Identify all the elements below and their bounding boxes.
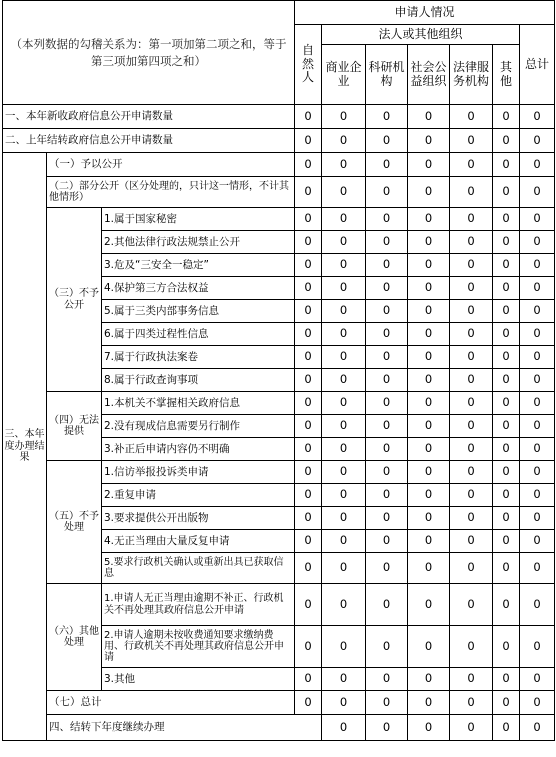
item-label: 2.没有现成信息需要另行制作 <box>102 415 295 438</box>
value-cell: 0 <box>450 626 493 668</box>
item-label: 4.保护第三方合法权益 <box>102 277 295 300</box>
value-cell: 0 <box>493 553 520 584</box>
group-label: （一）予以公开 <box>47 153 295 177</box>
value-cell: 0 <box>408 129 450 153</box>
value-cell: 0 <box>322 484 366 507</box>
value-cell: 0 <box>520 231 555 254</box>
value-cell: 0 <box>295 153 322 177</box>
value-cell: 0 <box>366 153 408 177</box>
value-cell: 0 <box>295 129 322 153</box>
value-cell: 0 <box>295 231 322 254</box>
disclosure-statistics-table <box>2 0 555 741</box>
value-cell: 0 <box>450 231 493 254</box>
value-cell: 0 <box>408 438 450 461</box>
value-cell: 0 <box>493 668 520 691</box>
value-cell: 0 <box>322 392 366 415</box>
value-cell: 0 <box>366 323 408 346</box>
value-cell: 0 <box>493 626 520 668</box>
value-cell: 0 <box>408 461 450 484</box>
header-other: 其他 <box>493 45 520 105</box>
value-cell: 0 <box>322 153 366 177</box>
value-cell: 0 <box>450 553 493 584</box>
table-row <box>3 129 555 153</box>
value-cell: 0 <box>408 584 450 626</box>
value-cell: 0 <box>493 105 520 129</box>
value-cell: 0 <box>408 153 450 177</box>
value-cell: 0 <box>408 208 450 231</box>
value-cell: 0 <box>520 254 555 277</box>
value-cell: 0 <box>295 484 322 507</box>
value-cell: 0 <box>408 369 450 392</box>
value-cell: 0 <box>322 715 366 741</box>
group-label: （四）无法提供 <box>47 392 102 461</box>
row-label: 二、上年结转政府信息公开申请数量 <box>3 129 295 153</box>
group-label: （七）总计 <box>47 691 295 715</box>
value-cell: 0 <box>366 626 408 668</box>
value-cell: 0 <box>450 461 493 484</box>
item-label: 1.申请人无正当理由逾期不补正、行政机关不再处理其政府信息公开申请 <box>102 584 295 626</box>
value-cell: 0 <box>366 553 408 584</box>
value-cell: 0 <box>408 484 450 507</box>
value-cell: 0 <box>322 254 366 277</box>
value-cell: 0 <box>520 507 555 530</box>
value-cell: 0 <box>450 507 493 530</box>
item-label: 5.属于三类内部事务信息 <box>102 300 295 323</box>
value-cell: 0 <box>295 530 322 553</box>
item-label: 4.无正当理由大量反复申请 <box>102 530 295 553</box>
item-label: 1.本机关不掌握相关政府信息 <box>102 392 295 415</box>
value-cell: 0 <box>450 346 493 369</box>
value-cell: 0 <box>408 507 450 530</box>
value-cell: 0 <box>366 105 408 129</box>
header-research: 科研机构 <box>366 45 408 105</box>
value-cell: 0 <box>493 231 520 254</box>
value-cell: 0 <box>520 584 555 626</box>
value-cell: 0 <box>322 231 366 254</box>
value-cell: 0 <box>295 277 322 300</box>
value-cell: 0 <box>366 300 408 323</box>
value-cell: 0 <box>493 415 520 438</box>
value-cell: 0 <box>408 231 450 254</box>
table-row <box>3 691 555 715</box>
value-cell: 0 <box>450 484 493 507</box>
value-cell: 0 <box>520 415 555 438</box>
item-label: 2.重复申请 <box>102 484 295 507</box>
value-cell: 0 <box>366 715 408 741</box>
item-label: 3.要求提供公开出版物 <box>102 507 295 530</box>
value-cell: 0 <box>366 530 408 553</box>
value-cell: 0 <box>408 346 450 369</box>
value-cell: 0 <box>322 277 366 300</box>
header-natural-person: 自然人 <box>295 25 322 105</box>
value-cell: 0 <box>408 254 450 277</box>
value-cell: 0 <box>493 715 520 741</box>
value-cell: 0 <box>295 415 322 438</box>
row-label: 一、本年新收政府信息公开申请数量 <box>3 105 295 129</box>
value-cell: 0 <box>450 254 493 277</box>
value-cell: 0 <box>322 208 366 231</box>
value-cell: 0 <box>493 177 520 208</box>
value-cell: 0 <box>520 461 555 484</box>
value-cell: 0 <box>322 346 366 369</box>
value-cell: 0 <box>408 277 450 300</box>
value-cell: 0 <box>450 668 493 691</box>
value-cell: 0 <box>295 691 322 715</box>
value-cell: 0 <box>295 369 322 392</box>
value-cell: 0 <box>366 177 408 208</box>
table-row <box>3 153 555 177</box>
value-cell: 0 <box>322 553 366 584</box>
value-cell: 0 <box>322 507 366 530</box>
value-cell: 0 <box>295 668 322 691</box>
value-cell: 0 <box>520 105 555 129</box>
value-cell: 0 <box>450 208 493 231</box>
table-row <box>3 584 555 626</box>
value-cell: 0 <box>520 392 555 415</box>
header-note: （本列数据的勾稽关系为：第一项加第二项之和，等于第三项加第四项之和） <box>3 1 295 105</box>
value-cell: 0 <box>295 323 322 346</box>
header-social: 社会公益组织 <box>408 45 450 105</box>
value-cell: 0 <box>520 668 555 691</box>
value-cell: 0 <box>295 507 322 530</box>
value-cell: 0 <box>322 438 366 461</box>
value-cell: 0 <box>295 584 322 626</box>
section-3-label: 三、本年度办理结果 <box>3 153 47 741</box>
table-row <box>3 208 555 231</box>
value-cell: 0 <box>493 300 520 323</box>
item-label: 1.属于国家秘密 <box>102 208 295 231</box>
value-cell: 0 <box>450 129 493 153</box>
value-cell: 0 <box>366 208 408 231</box>
value-cell: 0 <box>520 369 555 392</box>
value-cell: 0 <box>366 392 408 415</box>
value-cell: 0 <box>450 153 493 177</box>
item-label: 2.申请人逾期未按收费通知要求缴纳费用、行政机关不再处理其政府信息公开申请 <box>102 626 295 668</box>
value-cell: 0 <box>408 715 450 741</box>
value-cell: 0 <box>450 392 493 415</box>
value-cell: 0 <box>295 461 322 484</box>
value-cell: 0 <box>366 584 408 626</box>
value-cell: 0 <box>520 300 555 323</box>
value-cell: 0 <box>322 105 366 129</box>
value-cell: 0 <box>493 254 520 277</box>
item-label: 5.要求行政机关确认或重新出具已获取信息 <box>102 553 295 584</box>
value-cell: 0 <box>366 369 408 392</box>
value-cell: 0 <box>295 300 322 323</box>
value-cell: 0 <box>450 438 493 461</box>
value-cell: 0 <box>408 626 450 668</box>
value-cell: 0 <box>295 208 322 231</box>
value-cell: 0 <box>493 507 520 530</box>
value-cell: 0 <box>366 438 408 461</box>
value-cell: 0 <box>493 392 520 415</box>
item-label: 1.信访举报投诉类申请 <box>102 461 295 484</box>
value-cell: 0 <box>493 461 520 484</box>
table-row <box>3 105 555 129</box>
value-cell: 0 <box>520 208 555 231</box>
item-label: 7.属于行政执法案卷 <box>102 346 295 369</box>
group-label: （六）其他处理 <box>47 584 102 691</box>
value-cell: 0 <box>520 438 555 461</box>
value-cell: 0 <box>366 415 408 438</box>
value-cell: 0 <box>295 392 322 415</box>
group-label: （五）不予处理 <box>47 461 102 584</box>
value-cell: 0 <box>322 691 366 715</box>
value-cell: 0 <box>295 254 322 277</box>
value-cell: 0 <box>493 584 520 626</box>
group-label: （二）部分公开（区分处理的，只计这一情形，不计其他情形） <box>47 177 295 208</box>
value-cell: 0 <box>295 626 322 668</box>
value-cell: 0 <box>520 715 555 741</box>
value-cell: 0 <box>366 254 408 277</box>
value-cell: 0 <box>450 369 493 392</box>
item-label: 8.属于行政查询事项 <box>102 369 295 392</box>
table-row <box>3 461 555 484</box>
value-cell: 0 <box>322 129 366 153</box>
value-cell: 0 <box>450 177 493 208</box>
value-cell: 0 <box>493 323 520 346</box>
value-cell: 0 <box>493 691 520 715</box>
value-cell: 0 <box>450 300 493 323</box>
value-cell: 0 <box>493 530 520 553</box>
header-commercial: 商业企业 <box>322 45 366 105</box>
value-cell: 0 <box>408 668 450 691</box>
value-cell: 0 <box>366 461 408 484</box>
group-label: （三）不予公开 <box>47 208 102 392</box>
value-cell: 0 <box>493 438 520 461</box>
value-cell: 0 <box>366 668 408 691</box>
value-cell: 0 <box>450 323 493 346</box>
table-row <box>3 177 555 208</box>
value-cell: 0 <box>493 208 520 231</box>
value-cell: 0 <box>295 346 322 369</box>
value-cell: 0 <box>450 691 493 715</box>
value-cell: 0 <box>408 323 450 346</box>
item-label: 2.其他法律行政法规禁止公开 <box>102 231 295 254</box>
value-cell: 0 <box>408 300 450 323</box>
item-label: 3.危及“三安全一稳定” <box>102 254 295 277</box>
value-cell: 0 <box>366 507 408 530</box>
value-cell: 0 <box>322 323 366 346</box>
value-cell: 0 <box>520 323 555 346</box>
value-cell: 0 <box>493 153 520 177</box>
value-cell: 0 <box>493 129 520 153</box>
value-cell: 0 <box>520 153 555 177</box>
value-cell: 0 <box>408 177 450 208</box>
value-cell: 0 <box>295 553 322 584</box>
header-legal-service: 法律服务机构 <box>450 45 493 105</box>
value-cell: 0 <box>493 346 520 369</box>
value-cell: 0 <box>295 177 322 208</box>
value-cell: 0 <box>450 277 493 300</box>
value-cell: 0 <box>408 105 450 129</box>
value-cell: 0 <box>520 129 555 153</box>
value-cell: 0 <box>322 584 366 626</box>
value-cell: 0 <box>450 105 493 129</box>
value-cell: 0 <box>322 530 366 553</box>
table-row <box>3 715 555 741</box>
value-cell: 0 <box>520 177 555 208</box>
value-cell: 0 <box>493 369 520 392</box>
value-cell: 0 <box>520 553 555 584</box>
value-cell: 0 <box>366 277 408 300</box>
value-cell: 0 <box>295 105 322 129</box>
value-cell: 0 <box>366 484 408 507</box>
value-cell: 0 <box>408 392 450 415</box>
item-label: 3.补正后申请内容仍不明确 <box>102 438 295 461</box>
value-cell: 0 <box>322 415 366 438</box>
item-label: 3.其他 <box>102 668 295 691</box>
value-cell: 0 <box>366 129 408 153</box>
value-cell: 0 <box>408 553 450 584</box>
value-cell: 0 <box>408 691 450 715</box>
value-cell: 0 <box>322 626 366 668</box>
value-cell: 0 <box>450 530 493 553</box>
header-legal-group: 法人或其他组织 <box>322 25 520 45</box>
value-cell: 0 <box>322 369 366 392</box>
value-cell: 0 <box>366 231 408 254</box>
value-cell: 0 <box>450 715 493 741</box>
value-cell: 0 <box>520 277 555 300</box>
table-row <box>3 392 555 415</box>
value-cell: 0 <box>366 691 408 715</box>
value-cell: 0 <box>520 530 555 553</box>
value-cell: 0 <box>493 277 520 300</box>
row-label: 四、结转下年度继续办理 <box>47 715 322 741</box>
value-cell: 0 <box>520 626 555 668</box>
value-cell: 0 <box>408 415 450 438</box>
value-cell: 0 <box>366 346 408 369</box>
value-cell: 0 <box>520 484 555 507</box>
item-label: 6.属于四类过程性信息 <box>102 323 295 346</box>
value-cell: 0 <box>450 415 493 438</box>
value-cell: 0 <box>520 346 555 369</box>
value-cell: 0 <box>322 177 366 208</box>
header-applicant-info: 申请人情况 <box>295 1 555 25</box>
value-cell: 0 <box>322 668 366 691</box>
value-cell: 0 <box>295 438 322 461</box>
value-cell: 0 <box>493 484 520 507</box>
value-cell: 0 <box>450 584 493 626</box>
value-cell: 0 <box>322 461 366 484</box>
value-cell: 0 <box>408 530 450 553</box>
header-total: 总计 <box>520 25 555 105</box>
value-cell: 0 <box>520 691 555 715</box>
value-cell: 0 <box>322 300 366 323</box>
